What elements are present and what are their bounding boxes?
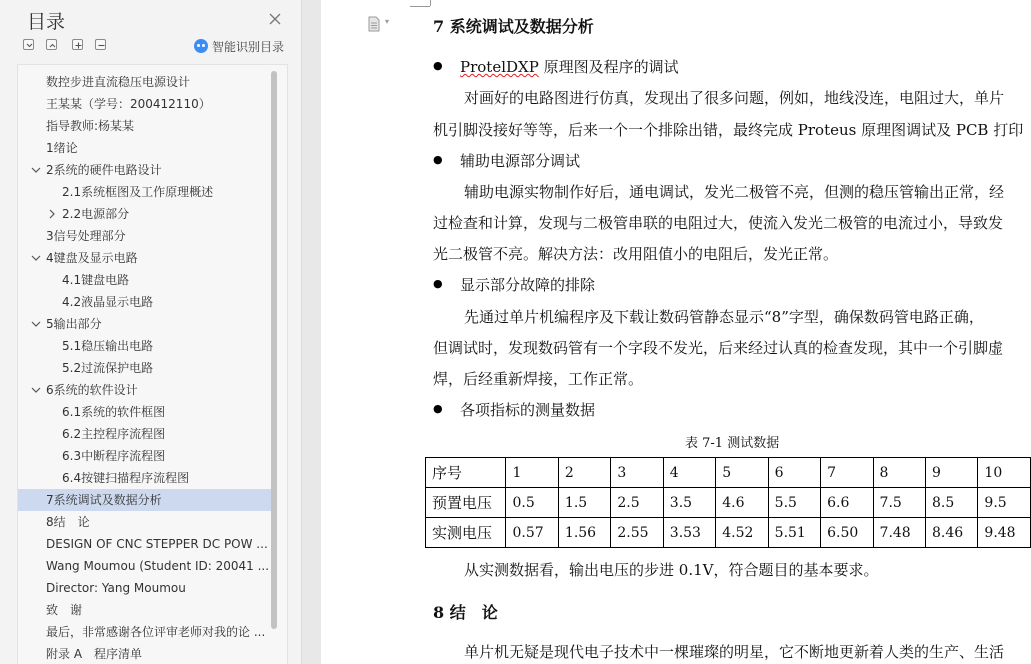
toc-item[interactable] [18,555,272,577]
table-row [426,518,1031,548]
toc-item-label: 6.1系统的软件框图 [62,405,166,419]
toc-item[interactable] [18,357,272,379]
toc-item[interactable] [18,181,272,203]
toc-item-label: 6系统的软件设计 [46,383,138,397]
table-cell: 7.48 [873,518,925,548]
table-cell: 4 [663,458,715,488]
toc-list [18,71,272,664]
toc-item-label: 4.2液晶显示电路 [62,295,154,309]
toc-item-label: 1绪论 [46,141,78,155]
toc-item-label: 6.3中断程序流程图 [62,449,166,463]
chevron-right-icon[interactable] [45,207,59,221]
toc-item-label: 6.2主控程序流程图 [62,427,166,441]
table-cell: 7.5 [873,488,925,518]
toc-item-label: 4键盘及显示电路 [46,251,138,265]
collapse-all-button[interactable] [46,39,57,50]
toc-item[interactable] [18,203,272,225]
toc-item-label: 8结 论 [46,515,90,529]
table-cell: 6.50 [821,518,873,548]
dropdown-caret-icon[interactable]: ▾ [385,17,390,26]
add-entry-button[interactable] [72,39,83,50]
table-cell: 8.5 [925,488,977,518]
toc-item-label: Wang Moumou (Student ID: 20041 ... [46,559,270,573]
minus-icon [97,41,106,50]
table-cell: 5.5 [768,488,820,518]
table-cell: 0.57 [506,518,558,548]
toc-item-label: 2.1系统框图及工作原理概述 [62,185,214,199]
chevron-down-icon [25,41,34,50]
table-caption: 表 7-1 测试数据 [685,436,780,451]
bullet-icon: ● [433,153,443,166]
toc-item-label: 指导教师:杨某某 [46,119,135,133]
toc-item-label: DESIGN OF CNC STEPPER DC POW ... [46,537,268,551]
plus-icon [74,41,83,50]
close-icon [269,13,281,25]
chevron-up-icon [48,41,57,50]
table-row [426,458,1031,488]
toc-item-label: 7系统调试及数据分析 [46,493,162,507]
toc-item[interactable] [18,401,272,423]
toc-item[interactable] [18,467,272,489]
sidebar-title: 目录 [27,11,66,33]
toc-item[interactable] [18,489,272,511]
table-cell: 6.6 [821,488,873,518]
toc-item-label: 6.4按键扫描程序流程图 [62,471,190,485]
paragraph-line: 焊，后经重新焊接，工作正常。 [433,370,644,388]
toc-item-label: 5.2过流保护电路 [62,361,154,375]
toc-item[interactable] [18,313,272,335]
toc-item-label: 4.1键盘电路 [62,273,130,287]
table-row-label: 预置电压 [426,488,506,518]
table-cell: 4.6 [716,488,768,518]
section7-heading: 7 系统调试及数据分析 [433,17,594,36]
table-cell: 2 [558,458,610,488]
spellcheck-word: ProtelDXP [460,58,539,76]
toc-item[interactable] [18,335,272,357]
table-cell: 2.55 [611,518,663,548]
paragraph-line: 辅助电源实物制作好后，通电调试，发光二极管不亮，但测的稳压管输出正常，经 [464,183,1005,201]
toc-item[interactable] [18,511,272,533]
table-row [426,488,1031,518]
toc-item-label: 5.1稳压输出电路 [62,339,154,353]
toc-item[interactable] [18,577,272,599]
paragraph-line: 但调试时，发现数码管有一个字段不发光，后来经过认真的检查发现，其中一个引脚虚 [433,339,1004,357]
toc-item-label: 2.2电源部分 [62,207,130,221]
table-cell: 9.5 [978,488,1031,518]
table-cell: 9.48 [978,518,1031,548]
toc-item[interactable] [18,115,272,137]
toc-panel [17,64,288,664]
table-cell: 7 [821,458,873,488]
paragraph-line: 从实测数据看，输出电压的步进 0.1V，符合题目的基本要求。 [464,561,879,579]
toc-sidebar [0,0,302,664]
table-cell: 1 [506,458,558,488]
table-cell: 0.5 [506,488,558,518]
toc-item[interactable] [18,599,272,621]
bullet3-title: 显示部分故障的排除 [460,276,596,294]
table-cell: 3 [611,458,663,488]
toc-item-label: 3信号处理部分 [46,229,126,243]
toc-item-label: 数控步进直流稳压电源设计 [46,75,191,89]
chevron-down-icon[interactable] [29,163,43,177]
table-cell: 5.51 [768,518,820,548]
toc-item[interactable] [18,247,272,269]
table-cell: 8 [873,458,925,488]
table-cell: 5 [716,458,768,488]
chevron-down-icon[interactable] [29,317,43,331]
paragraph-line: 对画好的电路图进行仿真，发现出了很多问题，例如，地线没连，电阻过大，单片 [464,89,1005,107]
document-icon[interactable] [366,16,382,32]
toc-item[interactable] [18,225,272,247]
table-cell: 4.52 [716,518,768,548]
section8-heading: 8 结 论 [433,603,498,622]
smart-recognize-label: 智能识别目录 [212,39,285,54]
close-sidebar-button[interactable] [266,10,284,28]
table-cell: 6 [768,458,820,488]
table-row-label: 序号 [426,458,506,488]
table-cell: 3.53 [663,518,715,548]
table-cell: 3.5 [663,488,715,518]
bullet4-title: 各项指标的测量数据 [460,401,596,419]
bullet-icon: ● [433,402,443,415]
bullet2-title: 辅助电源部分调试 [460,152,581,170]
toc-item[interactable] [18,291,272,313]
bullet1-title-rest: 原理图及程序的调试 [538,58,679,76]
table-cell: 9 [925,458,977,488]
smart-recognize-toc-button[interactable] [194,38,284,54]
table-cell: 10 [978,458,1031,488]
table-cell: 2.5 [611,488,663,518]
toc-item[interactable] [18,445,272,467]
page-margin-mark [430,0,431,6]
paragraph-line: 先通过单片机编程序及下载让数码管静态显示“8”字型，确保数码管电路正确， [464,308,984,326]
toc-item[interactable] [18,137,272,159]
test-data-table [425,457,1031,548]
toc-item-label: 最后，非常感谢各位评审老师对我的论 ... [46,625,266,639]
toc-item[interactable] [18,643,272,664]
smart-recognize-icon [194,39,208,53]
table-cell: 1.5 [558,488,610,518]
bullet1-title [460,56,679,77]
toc-item[interactable] [18,269,272,291]
paragraph-line: 机引脚没接好等等，后来一个一个排除出错，最终完成 Proteus 原理图调试及 PCB 打印 [433,121,1024,139]
toc-scrollbar[interactable] [271,71,277,629]
paragraph-line: 过检查和计算，发现与二极管串联的电阻过大，使流入发光二极管的电流过小，导致发 [433,214,1004,232]
chevron-down-icon[interactable] [29,383,43,397]
table-row-label: 实测电压 [426,518,506,548]
remove-entry-button[interactable] [95,39,106,50]
table-cell: 8.46 [925,518,977,548]
toc-item-label: 附录 A 程序清单 [46,647,143,661]
paragraph-line: 光二极管不亮。解决方法：改用阻值小的电阻后，发光正常。 [433,245,839,263]
toc-item-label: 5输出部分 [46,317,102,331]
expand-all-button[interactable] [23,39,34,50]
toc-item[interactable] [18,159,272,181]
paragraph-line: 单片机无疑是现代电子技术中一棵璀璨的明星，它不断地更新着人类的生产、生活 [464,643,1005,661]
toc-item-label: Director: Yang Moumou [46,581,186,595]
toc-item-label: 致 谢 [46,603,83,617]
toc-item[interactable] [18,93,272,115]
page-margin-mark [410,6,430,7]
toc-item[interactable] [18,71,272,93]
table-cell: 1.56 [558,518,610,548]
toc-item-label: 2系统的硬件电路设计 [46,163,162,177]
toc-item[interactable] [18,423,272,445]
bullet-icon: ● [433,59,443,72]
bullet-icon: ● [433,277,443,290]
toc-item[interactable] [18,621,272,643]
toc-item[interactable] [18,379,272,401]
toc-item[interactable] [18,533,272,555]
chevron-down-icon[interactable] [29,251,43,265]
toc-item-label: 王某某（学号：200412110） [46,97,211,111]
